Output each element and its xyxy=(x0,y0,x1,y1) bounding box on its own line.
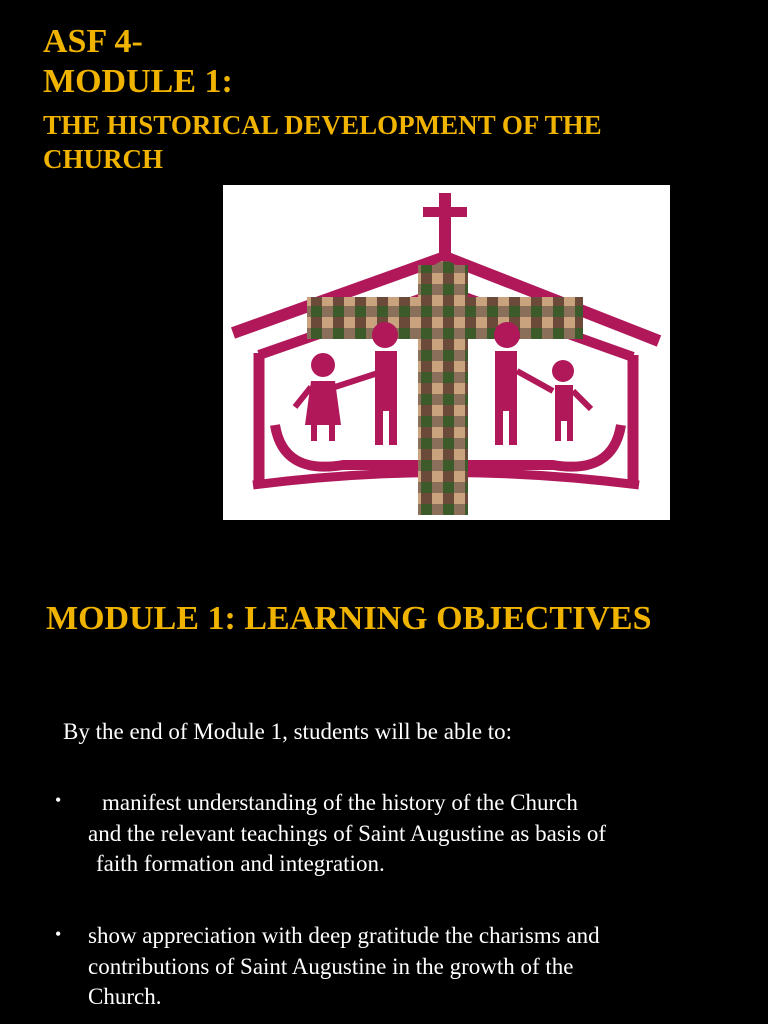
church-family-logo-icon xyxy=(223,185,670,520)
objective-1-line-1: manifest understanding of the history of the Church xyxy=(102,790,578,815)
objective-2-line-3: Church. xyxy=(88,984,162,1009)
bullet-2: • xyxy=(55,924,62,944)
bullet-1: • xyxy=(55,790,62,810)
objective-2-line-2: contributions of Saint Augustine in the growth of the xyxy=(88,953,574,979)
subtitle: THE HISTORICAL DEVELOPMENT OF THE CHURCH xyxy=(43,110,602,174)
church-logo-image xyxy=(223,185,670,520)
objectives-intro: By the end of Module 1, students will be able to: xyxy=(63,719,513,744)
objective-2-line-1: show appreciation with deep gratitude the charisms and xyxy=(88,923,600,948)
title-line-2: MODULE 1: xyxy=(43,63,233,100)
objectives-heading: MODULE 1: LEARNING OBJECTIVES xyxy=(46,600,652,637)
objective-2 xyxy=(88,921,600,1013)
objective-1-line-3: faith formation and integration. xyxy=(96,851,385,876)
title-line-1: ASF 4- xyxy=(43,23,143,60)
objective-1-line-2: and the relevant teachings of Saint Augustine as basis of xyxy=(88,820,607,846)
objective-1 xyxy=(88,788,606,880)
